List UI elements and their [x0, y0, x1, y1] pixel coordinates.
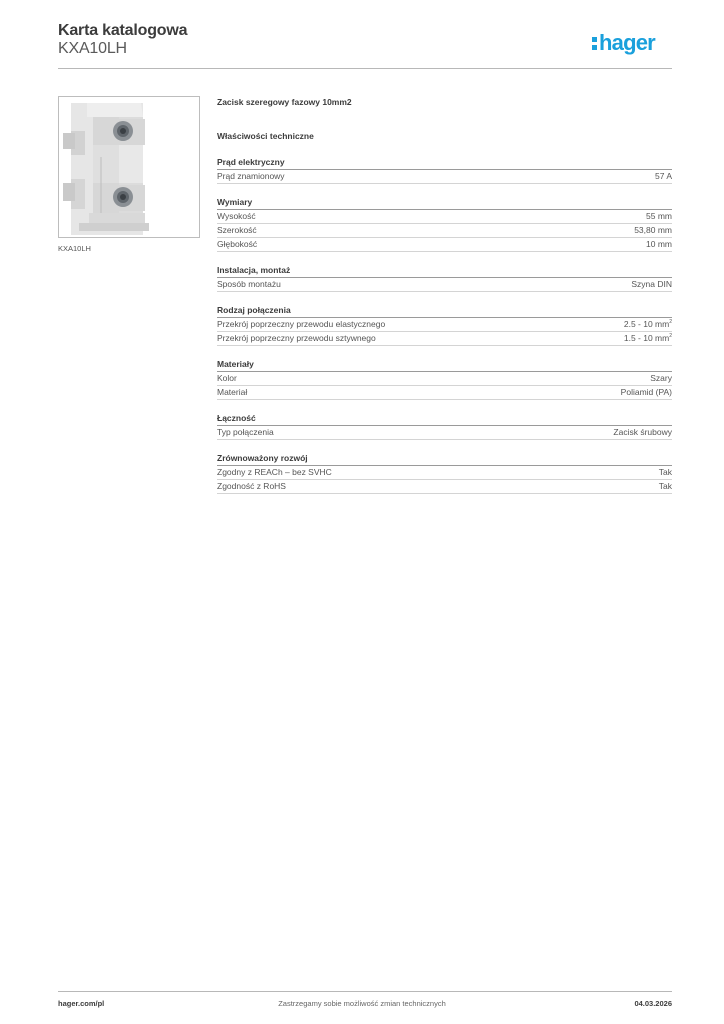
image-caption: KXA10LH	[58, 244, 91, 253]
spec-group-title: Łączność	[217, 412, 672, 426]
spec-value-text: Poliamid (PA)	[620, 387, 672, 397]
page-title: Karta katalogowa	[58, 22, 188, 39]
unit-superscript: 2	[669, 333, 672, 339]
spec-value	[655, 170, 672, 183]
spec-label: Przekrój poprzeczny przewodu sztywnego	[217, 333, 376, 343]
spec-value-text: Tak	[658, 467, 672, 477]
spec-row	[217, 426, 672, 440]
spec-group-title: Rodzaj połączenia	[217, 304, 672, 318]
spec-row	[217, 210, 672, 224]
spec-content	[217, 96, 672, 494]
terminal-block-illustration	[59, 97, 199, 237]
spec-value	[650, 372, 672, 385]
spec-value-text: Szyna DIN	[631, 279, 672, 289]
hager-logo	[591, 29, 673, 57]
spec-label: Materiał	[217, 387, 248, 397]
spec-row	[217, 386, 672, 400]
spec-value-text: 53,80 mm	[634, 225, 672, 235]
spec-label: Sposób montażu	[217, 279, 281, 289]
spec-row	[217, 238, 672, 252]
spec-value	[613, 426, 672, 439]
spec-value	[631, 278, 672, 291]
spec-group-title: Materiały	[217, 358, 672, 372]
spec-label: Wysokość	[217, 211, 256, 221]
spec-group-title: Prąd elektryczny	[217, 156, 672, 170]
product-code: KXA10LH	[58, 40, 127, 57]
spec-label: Prąd znamionowy	[217, 171, 285, 181]
spec-value	[624, 332, 672, 345]
spec-value	[634, 224, 672, 237]
footer-notice: Zastrzegamy sobie możliwość zmian technicznych	[278, 999, 446, 1008]
spec-row	[217, 332, 672, 346]
spec-value	[646, 210, 672, 223]
spec-value	[624, 318, 672, 331]
spec-label: Szerokość	[217, 225, 257, 235]
spec-value-text: 2.5 - 10 mm	[623, 319, 670, 329]
spec-value	[659, 480, 672, 493]
spec-row	[217, 224, 672, 238]
spec-label: Zgodny z REACh – bez SVHC	[217, 467, 332, 477]
footer-divider	[58, 991, 672, 992]
spec-row	[217, 480, 672, 494]
svg-text:hager: hager	[599, 30, 655, 55]
spec-label: Typ połączenia	[217, 427, 274, 437]
spec-value-text: 55 mm	[646, 211, 672, 221]
spec-value-text: Tak	[658, 481, 672, 491]
spec-value-text: 10 mm	[646, 239, 672, 249]
footer-website-link[interactable]: hager.com/pl	[58, 999, 105, 1008]
spec-label: Przekrój poprzeczny przewodu elastycznego	[217, 319, 386, 329]
spec-value-text: Zacisk śrubowy	[613, 427, 672, 437]
spec-value-text: 57 A	[654, 171, 672, 181]
spec-value-text: Szary	[650, 373, 672, 383]
section-title: Właściwości techniczne	[217, 131, 314, 141]
spec-value	[621, 386, 672, 399]
spec-group-title: Instalacja, montaż	[217, 264, 672, 278]
spec-row	[217, 372, 672, 386]
unit-superscript: 2	[669, 319, 672, 325]
spec-label: Zgodność z RoHS	[217, 481, 286, 491]
spec-groups	[217, 156, 672, 494]
spec-label: Kolor	[217, 373, 237, 383]
spec-value	[659, 466, 672, 479]
spec-row	[217, 278, 672, 292]
spec-value	[646, 238, 672, 251]
spec-group-title: Wymiary	[217, 196, 672, 210]
spec-row	[217, 318, 672, 332]
spec-group-title: Zrównoważony rozwój	[217, 452, 672, 466]
product-name: Zacisk szeregowy fazowy 10mm2	[217, 97, 352, 107]
spec-row	[217, 170, 672, 184]
spec-label: Głębokość	[217, 239, 258, 249]
spec-row	[217, 466, 672, 480]
product-image	[58, 96, 200, 238]
footer-date: 04.03.2026	[634, 999, 672, 1008]
header-divider	[58, 68, 672, 69]
spec-value-text: 1.5 - 10 mm	[623, 333, 670, 343]
